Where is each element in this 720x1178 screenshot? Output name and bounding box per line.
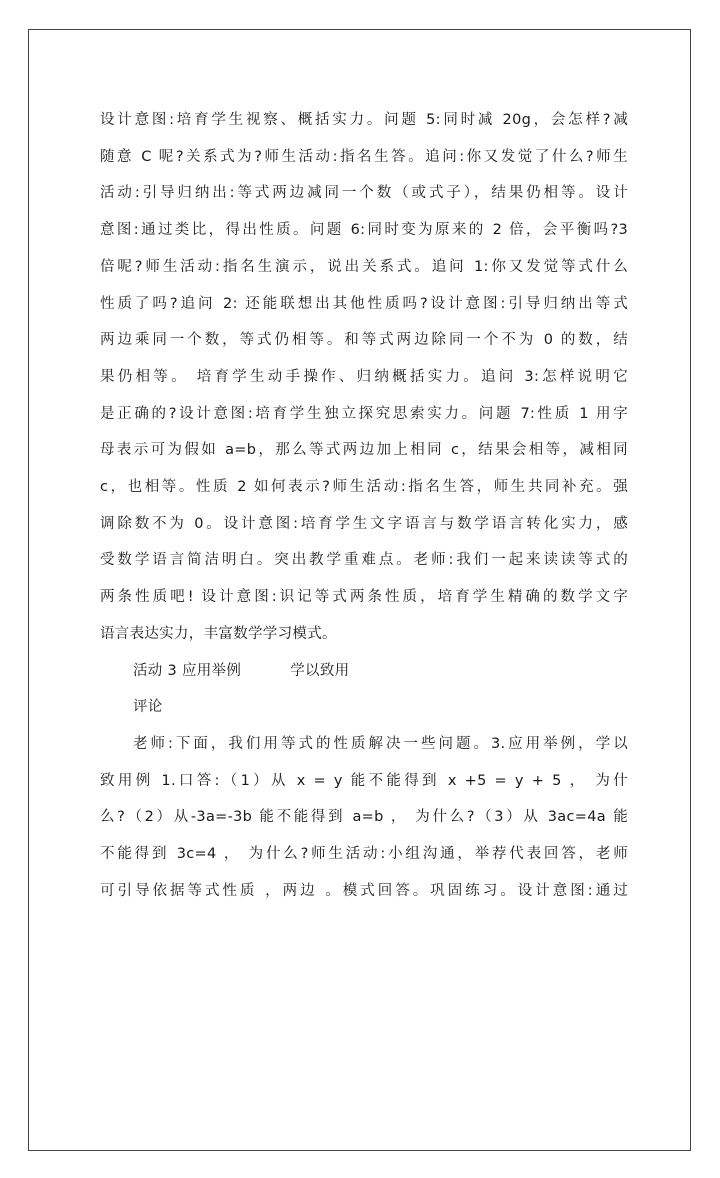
paragraph-application — [100, 726, 628, 910]
text-line: 受数学语言简洁明白。突出教学重难点。老师:我们一起来读读等式的 — [100, 552, 628, 569]
text-line: 设计意图:培育学生视察、概括实力。问题 5:同时减 20g，会怎样?减 — [100, 112, 628, 128]
text-line: 可引导依据等式性质 ，两边 。模式回答。巩固练习。设计意图:通过 — [100, 882, 628, 899]
text-line: 调除数不为 0。设计意图:培育学生文字语言与数学语言转化实力，感 — [100, 515, 628, 532]
text-line: 性质了吗?追问 2: 还能联想出其他性质吗?设计意图:引导归纳出等式 — [100, 295, 628, 312]
text-line: 两边乘同一个数，等式仍相等。和等式两边除同一个不为 0 的数，结 — [100, 332, 628, 349]
text-line: 随意 C 呢?关系式为?师生活动:指名生答。追问:你又发觉了什么?师生 — [100, 148, 628, 165]
text-line: 母表示可为假如 a=b，那么等式两边加上相同 c，结果会相等，减相同 — [100, 442, 628, 459]
text-line: 不能得到 3c=4 ， 为什么?师生活动:小组沟通，举荐代表回答，老师 — [100, 846, 628, 863]
section-heading: 活动 3 应用举例 学以致用 — [133, 662, 350, 679]
text-line: 活动:引导归纳出:等式两边减同一个数（或式子），结果仍相等。设计 — [100, 185, 628, 202]
text-line: 语言表达实力，丰富数学学习模式。 — [100, 625, 337, 642]
text-line: 么?（2）从-3a=-3b 能不能得到 a=b ， 为什么?（3）从 3ac=4a 能 — [100, 809, 628, 826]
text-line: c，也相等。性质 2 如何表示?师生活动:指名生答，师生共同补充。强 — [100, 479, 628, 496]
document-body — [100, 102, 628, 909]
text-line: 是正确的?设计意图:培育学生独立探究思索实力。问题 7:性质 1 用字 — [100, 405, 628, 422]
text-line: 意图:通过类比，得出性质。问题 6:同时变为原来的 2 倍，会平衡吗?3 — [100, 222, 628, 239]
paragraph-design-intent — [100, 102, 628, 653]
text-line: 老师:下面，我们用等式的性质解决一些问题。3.应用举例，学以 — [133, 735, 628, 752]
text-line: 致用例 1.口答:（1）从 x = y 能不能得到 x +5 = y + 5 ， 为什 — [100, 772, 628, 789]
section-subheading: 评论 — [133, 699, 163, 716]
text-line: 倍呢?师生活动:指名生演示，说出关系式。追问 1:你又发觉等式什么 — [100, 258, 628, 275]
text-line: 两条性质吧! 设计意图:识记等式两条性质，培育学生精确的数学文字 — [100, 589, 628, 606]
text-line: 果仍相等。 培育学生动手操作、归纳概括实力。追问 3:怎样说明它 — [100, 368, 628, 385]
